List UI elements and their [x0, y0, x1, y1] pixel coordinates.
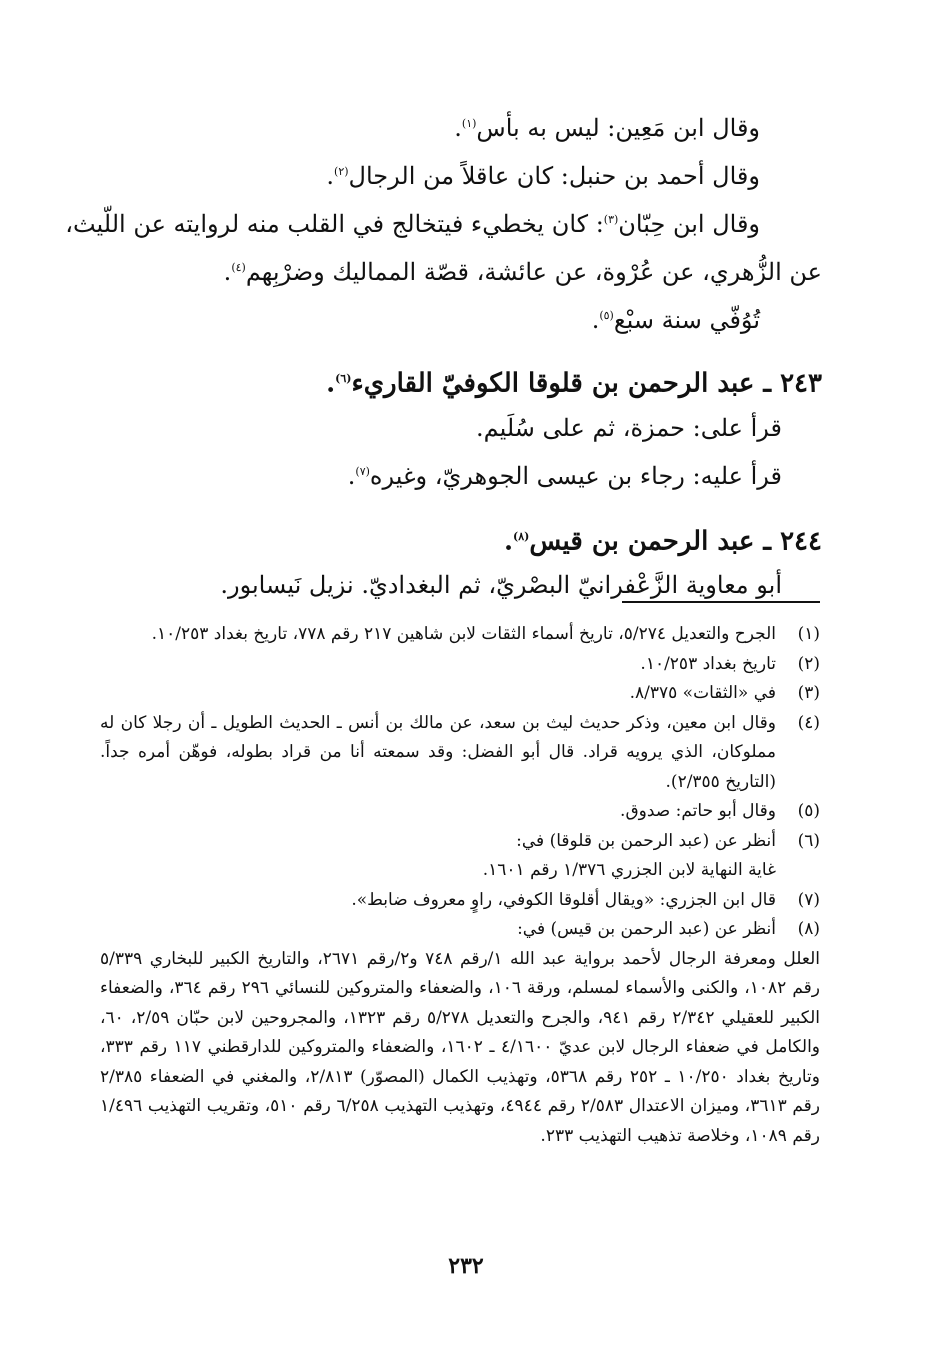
line-text: وقال ابن مَعِين: ليس به بأس [476, 114, 760, 142]
line-text: : كان يخطيء فيتخالج في القلب منه لروايته عن اللّيث، [65, 210, 604, 238]
footnote-separator [622, 601, 820, 603]
text-line-ibn-hibban [65, 198, 822, 246]
text-line-death [100, 294, 822, 342]
entry-heading-text: ٢٤٣ ـ عبد الرحمن بن قلوقا الكوفيّ القاريء [351, 368, 822, 399]
footnote-number: (٧) [797, 889, 820, 910]
footnote-4 [100, 709, 820, 798]
line-end: . [326, 368, 336, 399]
text-line-qara-ala [100, 407, 822, 450]
footnote-text: قال ابن الجزري: «ويقال أقلوقا الكوفي، راوٍ معروف ضابط». [351, 889, 776, 910]
footnote-number: (١) [797, 624, 820, 644]
footnote-3 [100, 679, 820, 709]
line-text: قرأ عليه: رجاء بن عيسى الجوهريّ، وغيره [369, 461, 782, 490]
footnote-ref: (٤) [231, 261, 246, 274]
footnote-8-sources: العلل ومعرفة الرجال لأحمد برواية عبد الله ١/رقم ٧٤٨ و٢/رقم ٢٦٧١، والتاريخ الكبير للبخاري ٥/٣٣٩ رقم ١٠٨٢، والكنى والأسماء لمسلم، ورقة ١٠٦، والضعفاء والمتروكين للنسائي ٢٩٦ رقم ٣٦٤، والضعفاء الكبير للعقيلي ٢/٣٤٢ رقم ٩٤١، والجرح والتعديل ٥/٢٧٨ رقم ١٣٢٣، والمجروحين لابن حبّان ٢/٥٩، ٦٠، والكامل في ضعفاء الرجال لابن عديّ ٤/١٦٠٠ ـ ١٦٠٢، والضعفاء والمتروكين للدارقطني ١١٧ رقم ٣٣٣، وتاريخ بغداد ١٠/٢٥٠ ـ ٢٥٢ رقم ٥٣٦٨، وتهذيب الكمال (المصوّر) ٢/٨١٣، والمغني في الضعفاء ٢/٣٨٥ رقم ٣٦١٣، وميزان الاعتدال ٢/٥٨٣ رقم ٤٩٤٤، وتهذيب التهذيب ٦/٢٥٨ رقم ٥١٠، وتقريب التهذيب ١/٤٩٦ رقم ١٠٨٩، وخلاصة تذهيب التهذيب ٢٣٣. [100, 948, 821, 1146]
entry-heading-243 [100, 356, 822, 407]
footnote-source: غاية النهاية لابن الجزري ١/٣٧٦ رقم ١٦٠١. [482, 860, 776, 880]
footnote-text: أنظر عن (عبد الرحمن بن قيس) في: [517, 919, 776, 939]
footnote-7 [100, 886, 820, 916]
footnote-text: أنظر عن (عبد الرحمن بن قلوقا) في: [516, 830, 776, 851]
line-text: قرأ على: حمزة، ثم على سُلَيم. [476, 413, 782, 442]
page-number: ٢٣٢ [448, 1253, 484, 1279]
footnote-text: في «الثقات» ٨/٣٧٥. [629, 683, 776, 703]
line-end: . [326, 162, 335, 190]
footnote-number: (٤) [797, 712, 820, 733]
line-end: . [347, 461, 356, 490]
text-line-ahmad [100, 150, 822, 198]
text-line-zuhri [100, 246, 822, 294]
footnote-ref: (٣) [603, 213, 619, 226]
footnote-number: (٥) [797, 801, 820, 821]
footnote-ref: (١) [461, 117, 477, 130]
footnote-6 [100, 827, 820, 886]
entry-heading-244 [100, 514, 822, 565]
main-text [65, 102, 822, 607]
footnote-number: (٦) [797, 830, 820, 851]
line-text: تُوُفّي سنة سبْع [613, 306, 760, 334]
footnote-text: وقال ابن معين، وذكر حديث ليث بن سعد، عن مالك بن أنس ـ الحديث الطويل ـ أن رجلا كان له مملوكان، الذي يرويه قراد. قال أبو الفضل: وقد سمعته أنا من قراد بطوله، فوهّن أمره جداً. (التاريخ ٢/٣٥٥). [100, 712, 776, 792]
line-end: . [454, 114, 462, 142]
line-end: . [503, 526, 513, 557]
footnote-5 [100, 797, 820, 827]
footnote-number: (٨) [797, 919, 820, 939]
footnote-8 [100, 915, 820, 945]
footnote-ref: (٢) [334, 165, 349, 178]
footnote-number: (٢) [797, 653, 820, 674]
footnote-ref: (٦) [335, 372, 352, 385]
footnote-text: الجرح والتعديل ٥/٢٧٤، تاريخ أسماء الثقات لابن شاهين ٢١٧ رقم ٧٧٨، تاريخ بغداد ١٠/٢٥٣. [151, 624, 776, 644]
line-end: . [591, 306, 600, 334]
text-line-ibn-maeen [100, 102, 822, 150]
line-end: . [223, 258, 232, 286]
footnote-text: وقال أبو حاتم: صدوق. [620, 801, 776, 821]
footnote-ref: (٨) [513, 529, 530, 543]
line-text: عن الزُّهري، عن عُرْوة، عن عائشة، قصّة المماليك وضرْبِهم [245, 258, 822, 286]
footnote-1 [100, 620, 820, 650]
footnote-ref: (٧) [355, 464, 370, 478]
line-text: وقال ابن حِبّان [618, 210, 760, 238]
entry-heading-text: ٢٤٤ ـ عبد الرحمن بن قيس [529, 526, 822, 557]
text-line-qara-alayh [100, 450, 822, 498]
footnote-number: (٣) [797, 683, 820, 703]
footnotes [100, 620, 820, 1151]
line-text: أبو معاوية الزَّعْفرانيّ البصْريّ، ثم البغداديّ. نزيل نَيسابور. [220, 571, 782, 600]
footnote-ref: (٥) [599, 309, 614, 322]
footnote-2 [100, 650, 820, 680]
line-text: وقال أحمد بن حنبل: كان عاقلاً من الرجال [348, 162, 760, 190]
footnote-text: تاريخ بغداد ١٠/٢٥٣. [640, 653, 776, 674]
